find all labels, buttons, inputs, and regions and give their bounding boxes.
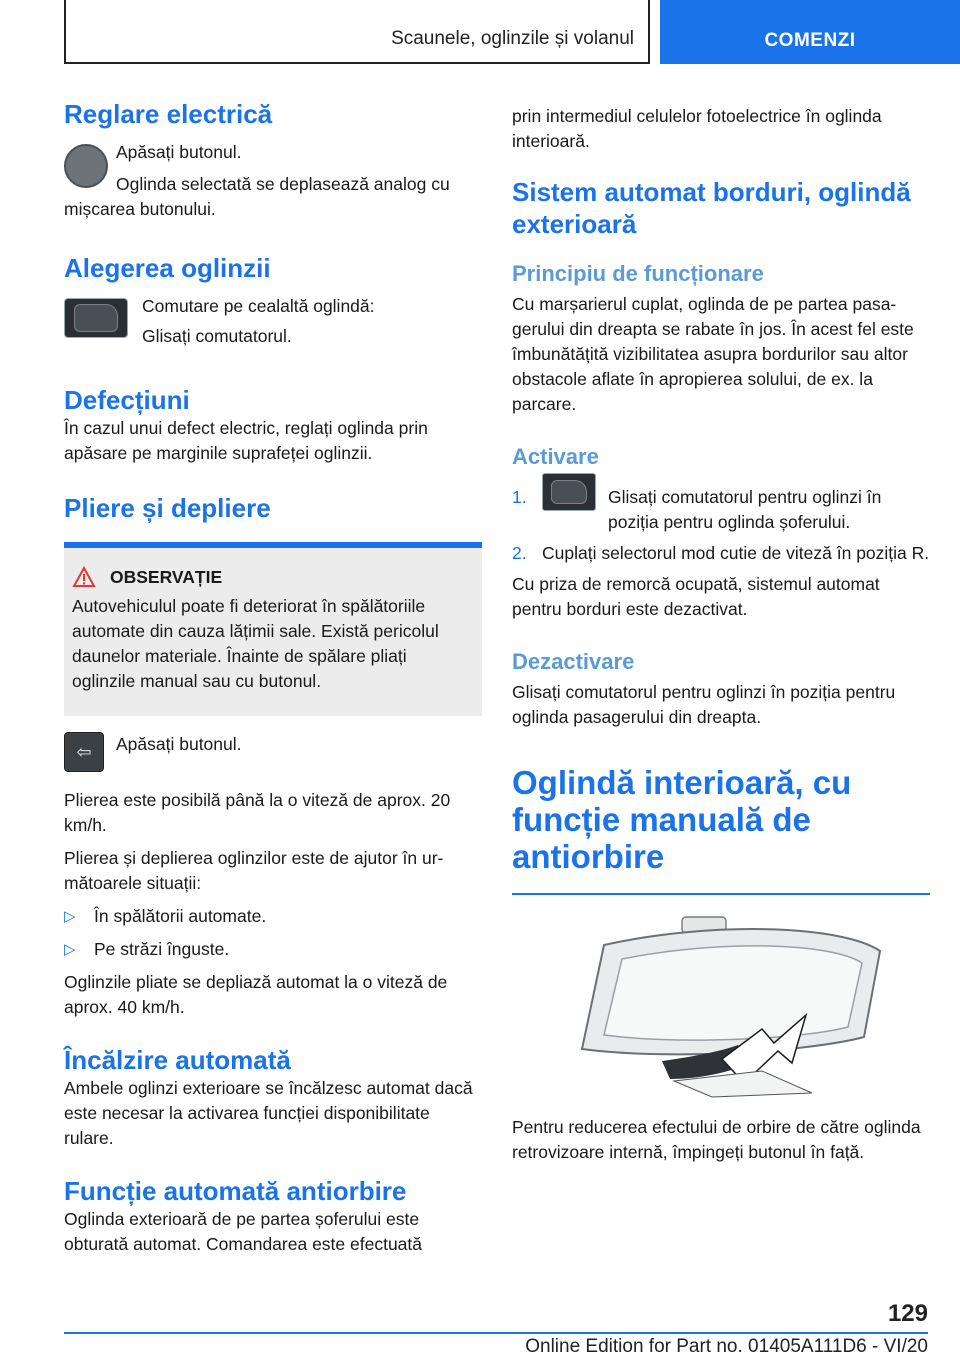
antiorbire-text: Oglinda exterioară de pe partea șoferului este obturată automat. Comandarea este efectuată xyxy=(64,1209,423,1254)
edition-text: Online Edition for Part no. 01405A111D6 - VI/20 xyxy=(525,1336,928,1357)
mirror-switch-icon xyxy=(64,298,128,338)
chapter-tab xyxy=(660,0,960,64)
heading-sistem: Sistem automat borduri, oglindă exterioară xyxy=(512,177,911,239)
alegerea-line1: Comutare pe cealaltă oglindă: xyxy=(142,296,375,316)
step-text: Cuplați selectorul mod cutie de viteză în poziția R. xyxy=(542,543,930,563)
heading-alegerea: Alegerea oglinzii xyxy=(64,253,271,283)
notice-text: Autovehiculul poate fi deteriorat în spălătoriile automate din cauza lățimii sale. Există pericolul daunelor materiale. Înainte de spălare pliați oglinzile manual sau cu butonul. xyxy=(72,596,439,691)
heading-antiorbire: Funcție automată antiorbire xyxy=(64,1176,407,1206)
reglare-block xyxy=(64,140,482,214)
bullet-text: Pe străzi înguste. xyxy=(94,939,230,959)
bullet-text: În spălătorii automate. xyxy=(94,906,267,926)
step-number: 2. xyxy=(512,543,527,563)
notice-title: OBSERVAȚIE xyxy=(110,566,223,587)
pliere-p2: Plierea și deplierea oglinzilor este de ajutor în următoarele situații: xyxy=(64,848,444,893)
alegerea-block xyxy=(64,294,482,358)
rearview-mirror-illustration xyxy=(512,911,930,1101)
footer-rule xyxy=(64,1332,928,1334)
page-header xyxy=(0,0,960,66)
step-number: 1. xyxy=(512,487,527,507)
reglare-line2: Oglinda selectată se deplasează analog cu mișcarea butonului. xyxy=(64,174,450,219)
heading-interior: Oglindă interioară, cu funcție manuală de antiorbire xyxy=(512,764,852,875)
fold-block xyxy=(64,732,482,782)
chapter-title: COMENZI xyxy=(764,30,856,51)
step-text: Glisați comutatorul pentru oglinzi în poziția pentru oglinda șoferului. xyxy=(608,487,882,532)
fold-press: Apăsați butonul. xyxy=(116,734,242,754)
left-column xyxy=(64,98,482,1257)
activare-after: Cu priza de remorcă ocupată, sistemul automat pentru borduri este dezactivat. xyxy=(512,574,880,619)
fold-mirror-icon: ⇦ xyxy=(64,732,104,772)
warning-icon xyxy=(72,566,96,588)
reglare-line1: Apăsați butonul. xyxy=(116,142,242,162)
list-item xyxy=(512,541,930,566)
list-item xyxy=(64,937,482,962)
notice-header xyxy=(72,566,474,588)
heading-defectiuni: Defecțiuni xyxy=(64,385,190,415)
pliere-p1: Plierea este posibilă până la o viteză de aprox. 20 km/h. xyxy=(64,790,451,835)
heading-reglare: Reglare electrică xyxy=(64,99,273,129)
heading-principiu: Principiu de funcționare xyxy=(512,261,764,286)
page-footer xyxy=(64,1300,928,1362)
section-tab xyxy=(64,0,650,64)
heading-rule xyxy=(512,893,930,895)
triangle-bullet-icon: ▷ xyxy=(64,908,76,925)
incalzire-text: Ambele oglinzi exterioare se încălzesc automat dacă este necesar la activarea funcției disponibilitate rulare. xyxy=(64,1078,473,1148)
mirror-joystick-icon xyxy=(64,144,108,188)
alegerea-line2: Glisați comutatorul. xyxy=(142,326,292,346)
heading-activare: Activare xyxy=(512,444,599,469)
interior-text: Pentru reducerea efectului de orbire de către oglinda retrovizoare internă, împingeți butonul în față. xyxy=(512,1117,921,1162)
principiu-text: Cu marșarierul cuplat, oglinda de pe partea pasagerului din dreapta se rabate în jos. În acest fel este îmbunătățită vizibilitatea asupra bordurilor sau altor obstacole aflate în apropierea solului, de ex. la parcare. xyxy=(512,294,914,414)
list-item xyxy=(64,904,482,929)
pliere-p3: Oglinzile pliate se depliază automat la o viteză de aprox. 40 km/h. xyxy=(64,972,448,1017)
list-item xyxy=(512,485,930,535)
defectiuni-text: În cazul unui defect electric, reglați oglinda prin apăsare pe marginile suprafeței oglinzii. xyxy=(64,418,428,463)
heading-dezactivare: Dezactivare xyxy=(512,649,635,674)
section-title: Scaunele, oglinzile și volanul xyxy=(391,28,634,49)
continuation-text: prin intermediul celulelor fotoelectrice în oglinda interioară. xyxy=(512,106,882,151)
heading-incalzire: Încălzire automată xyxy=(64,1045,291,1075)
notice-box xyxy=(64,548,482,716)
heading-pliere: Pliere și depliere xyxy=(64,493,271,523)
dezactivare-text: Glisați comutatorul pentru oglinzi în poziția pentru oglinda pasagerului din dreapta. xyxy=(512,682,896,727)
mirror-switch-icon xyxy=(542,473,596,511)
page-number: 129 xyxy=(887,1300,928,1327)
right-column xyxy=(512,104,930,1165)
triangle-bullet-icon: ▷ xyxy=(64,941,76,958)
